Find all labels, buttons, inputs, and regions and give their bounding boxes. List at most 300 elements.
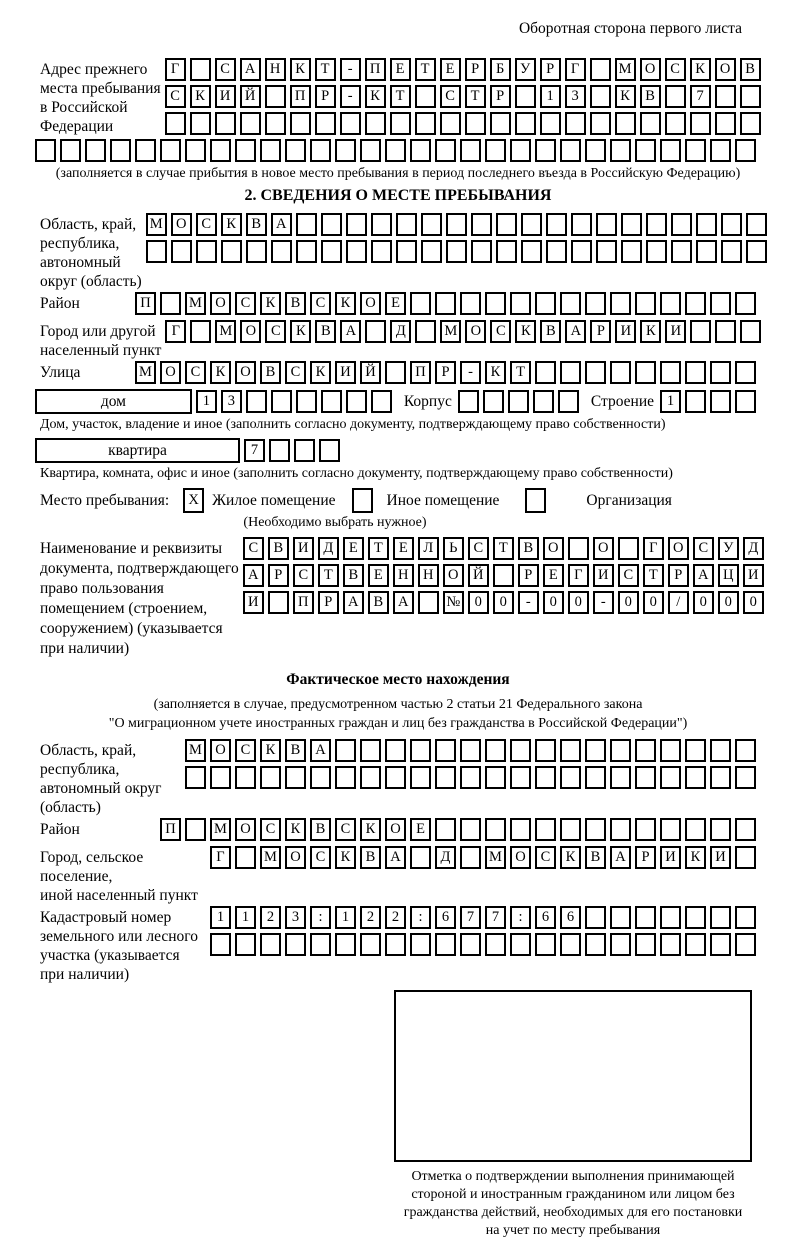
char-box[interactable] bbox=[210, 933, 231, 956]
char-box[interactable] bbox=[465, 112, 486, 135]
char-box[interactable] bbox=[660, 818, 681, 841]
char-box[interactable]: А bbox=[610, 846, 631, 869]
char-box[interactable] bbox=[621, 213, 642, 236]
char-box[interactable] bbox=[565, 112, 586, 135]
char-box[interactable]: Е bbox=[343, 537, 364, 560]
char-box[interactable] bbox=[496, 240, 517, 263]
char-box[interactable] bbox=[510, 818, 531, 841]
char-box[interactable]: С bbox=[285, 361, 306, 384]
char-box[interactable]: О bbox=[171, 213, 192, 236]
char-box[interactable] bbox=[435, 933, 456, 956]
char-box[interactable]: В bbox=[268, 537, 289, 560]
char-box[interactable] bbox=[515, 112, 536, 135]
char-box[interactable] bbox=[560, 739, 581, 762]
char-box[interactable] bbox=[319, 439, 340, 462]
char-box[interactable] bbox=[321, 213, 342, 236]
char-box[interactable] bbox=[635, 361, 656, 384]
char-box[interactable]: Р bbox=[635, 846, 656, 869]
char-box[interactable]: С bbox=[693, 537, 714, 560]
char-box[interactable] bbox=[410, 766, 431, 789]
char-box[interactable]: О bbox=[240, 320, 261, 343]
char-box[interactable] bbox=[435, 818, 456, 841]
char-box[interactable]: А bbox=[271, 213, 292, 236]
char-box[interactable] bbox=[635, 906, 656, 929]
char-box[interactable]: В bbox=[285, 739, 306, 762]
char-box[interactable] bbox=[660, 292, 681, 315]
char-box[interactable] bbox=[690, 320, 711, 343]
char-box[interactable]: 2 bbox=[360, 906, 381, 929]
char-box[interactable] bbox=[535, 139, 556, 162]
char-box[interactable] bbox=[571, 240, 592, 263]
char-box[interactable]: У bbox=[718, 537, 739, 560]
char-box[interactable]: А bbox=[310, 739, 331, 762]
char-box[interactable] bbox=[635, 292, 656, 315]
char-box[interactable] bbox=[740, 85, 761, 108]
char-box[interactable]: 0 bbox=[543, 591, 564, 614]
char-box[interactable] bbox=[735, 361, 756, 384]
char-box[interactable] bbox=[746, 213, 767, 236]
char-box[interactable]: В bbox=[285, 292, 306, 315]
char-box[interactable]: Е bbox=[390, 58, 411, 81]
char-box[interactable]: К bbox=[335, 292, 356, 315]
char-box[interactable] bbox=[185, 818, 206, 841]
char-box[interactable]: 7 bbox=[460, 906, 481, 929]
char-box[interactable]: С bbox=[165, 85, 186, 108]
char-box[interactable]: П bbox=[293, 591, 314, 614]
char-box[interactable] bbox=[590, 85, 611, 108]
char-box[interactable] bbox=[385, 361, 406, 384]
char-box[interactable] bbox=[460, 818, 481, 841]
char-box[interactable]: - bbox=[460, 361, 481, 384]
char-box[interactable] bbox=[610, 139, 631, 162]
char-box[interactable] bbox=[246, 390, 267, 413]
char-box[interactable]: : bbox=[310, 906, 331, 929]
char-box[interactable]: 1 bbox=[196, 390, 217, 413]
char-box[interactable] bbox=[410, 846, 431, 869]
char-box[interactable]: А bbox=[393, 591, 414, 614]
char-box[interactable]: И bbox=[293, 537, 314, 560]
char-box[interactable]: О bbox=[465, 320, 486, 343]
char-box[interactable] bbox=[721, 240, 742, 263]
char-box[interactable] bbox=[60, 139, 81, 162]
char-box[interactable] bbox=[85, 139, 106, 162]
char-box[interactable]: 0 bbox=[643, 591, 664, 614]
char-box[interactable] bbox=[735, 390, 756, 413]
char-box[interactable]: Р bbox=[540, 58, 561, 81]
char-box[interactable] bbox=[485, 933, 506, 956]
char-box[interactable]: С bbox=[618, 564, 639, 587]
char-box[interactable] bbox=[735, 739, 756, 762]
char-box[interactable] bbox=[246, 240, 267, 263]
char-box[interactable] bbox=[635, 139, 656, 162]
char-box[interactable] bbox=[560, 139, 581, 162]
char-box[interactable] bbox=[396, 213, 417, 236]
char-box[interactable] bbox=[285, 139, 306, 162]
char-box[interactable] bbox=[671, 240, 692, 263]
char-box[interactable] bbox=[710, 906, 731, 929]
char-box[interactable]: О bbox=[543, 537, 564, 560]
char-box[interactable] bbox=[710, 390, 731, 413]
char-box[interactable] bbox=[568, 537, 589, 560]
char-box[interactable]: Е bbox=[543, 564, 564, 587]
char-box[interactable]: - bbox=[340, 58, 361, 81]
char-box[interactable]: М bbox=[185, 292, 206, 315]
char-box[interactable] bbox=[585, 933, 606, 956]
char-box[interactable] bbox=[710, 766, 731, 789]
char-box[interactable]: : bbox=[410, 906, 431, 929]
char-box[interactable] bbox=[735, 846, 756, 869]
char-box[interactable]: О bbox=[715, 58, 736, 81]
char-box[interactable] bbox=[685, 361, 706, 384]
char-box[interactable]: Г bbox=[568, 564, 589, 587]
char-box[interactable] bbox=[418, 591, 439, 614]
char-box[interactable] bbox=[546, 240, 567, 263]
char-box[interactable] bbox=[371, 213, 392, 236]
char-box[interactable] bbox=[715, 112, 736, 135]
char-box[interactable] bbox=[560, 933, 581, 956]
char-box[interactable]: А bbox=[343, 591, 364, 614]
char-box[interactable] bbox=[410, 139, 431, 162]
char-box[interactable]: Р bbox=[490, 85, 511, 108]
char-box[interactable]: П bbox=[135, 292, 156, 315]
char-box[interactable]: А bbox=[243, 564, 264, 587]
char-box[interactable] bbox=[660, 906, 681, 929]
char-box[interactable]: В bbox=[246, 213, 267, 236]
char-box[interactable] bbox=[685, 390, 706, 413]
char-box[interactable]: С bbox=[243, 537, 264, 560]
char-box[interactable]: 0 bbox=[618, 591, 639, 614]
char-box[interactable] bbox=[310, 766, 331, 789]
char-box[interactable] bbox=[710, 739, 731, 762]
char-box[interactable]: С bbox=[335, 818, 356, 841]
char-box[interactable] bbox=[335, 139, 356, 162]
char-box[interactable]: Д bbox=[318, 537, 339, 560]
char-box[interactable]: В bbox=[343, 564, 364, 587]
char-box[interactable]: О bbox=[285, 846, 306, 869]
char-box[interactable]: Г bbox=[165, 58, 186, 81]
char-box[interactable] bbox=[296, 240, 317, 263]
char-box[interactable] bbox=[310, 933, 331, 956]
char-box[interactable]: Р bbox=[668, 564, 689, 587]
char-box[interactable]: К bbox=[560, 846, 581, 869]
char-box[interactable] bbox=[735, 292, 756, 315]
char-box[interactable]: К bbox=[285, 818, 306, 841]
char-box[interactable] bbox=[721, 213, 742, 236]
char-box[interactable] bbox=[685, 766, 706, 789]
char-box[interactable] bbox=[360, 766, 381, 789]
char-box[interactable] bbox=[735, 766, 756, 789]
char-box[interactable]: О bbox=[668, 537, 689, 560]
char-box[interactable] bbox=[610, 361, 631, 384]
char-box[interactable]: Б bbox=[490, 58, 511, 81]
char-box[interactable] bbox=[385, 739, 406, 762]
char-box[interactable]: О bbox=[593, 537, 614, 560]
char-box[interactable]: М bbox=[210, 818, 231, 841]
char-box[interactable] bbox=[460, 292, 481, 315]
char-box[interactable] bbox=[310, 139, 331, 162]
char-box[interactable] bbox=[460, 139, 481, 162]
char-box[interactable] bbox=[740, 112, 761, 135]
char-box[interactable] bbox=[585, 766, 606, 789]
char-box[interactable] bbox=[485, 292, 506, 315]
char-box[interactable] bbox=[618, 537, 639, 560]
char-box[interactable] bbox=[715, 85, 736, 108]
char-box[interactable]: 1 bbox=[210, 906, 231, 929]
char-box[interactable] bbox=[696, 240, 717, 263]
char-box[interactable] bbox=[365, 112, 386, 135]
char-box[interactable]: Е bbox=[410, 818, 431, 841]
char-box[interactable] bbox=[440, 112, 461, 135]
char-box[interactable] bbox=[221, 240, 242, 263]
char-box[interactable] bbox=[446, 213, 467, 236]
char-box[interactable] bbox=[646, 213, 667, 236]
char-box[interactable]: Л bbox=[418, 537, 439, 560]
char-box[interactable] bbox=[621, 240, 642, 263]
char-box[interactable] bbox=[690, 112, 711, 135]
char-box[interactable]: В bbox=[315, 320, 336, 343]
char-box[interactable] bbox=[535, 818, 556, 841]
char-box[interactable]: И bbox=[743, 564, 764, 587]
char-box[interactable] bbox=[660, 739, 681, 762]
char-box[interactable]: А bbox=[340, 320, 361, 343]
char-box[interactable]: Т bbox=[315, 58, 336, 81]
char-box[interactable]: В bbox=[640, 85, 661, 108]
char-box[interactable]: И bbox=[660, 846, 681, 869]
char-box[interactable] bbox=[735, 818, 756, 841]
char-box[interactable]: К bbox=[485, 361, 506, 384]
char-box[interactable] bbox=[610, 933, 631, 956]
char-box[interactable] bbox=[360, 739, 381, 762]
char-box[interactable] bbox=[710, 292, 731, 315]
char-box[interactable] bbox=[335, 933, 356, 956]
char-box[interactable] bbox=[735, 906, 756, 929]
char-box[interactable]: К bbox=[515, 320, 536, 343]
char-box[interactable]: К bbox=[190, 85, 211, 108]
char-box[interactable]: 6 bbox=[435, 906, 456, 929]
char-box[interactable] bbox=[260, 933, 281, 956]
char-box[interactable]: 0 bbox=[493, 591, 514, 614]
char-box[interactable] bbox=[483, 390, 504, 413]
char-box[interactable] bbox=[294, 439, 315, 462]
char-box[interactable] bbox=[360, 139, 381, 162]
char-box[interactable] bbox=[535, 361, 556, 384]
char-box[interactable] bbox=[746, 240, 767, 263]
char-box[interactable] bbox=[660, 139, 681, 162]
char-box[interactable] bbox=[385, 766, 406, 789]
char-box[interactable]: К bbox=[335, 846, 356, 869]
char-box[interactable]: Р bbox=[465, 58, 486, 81]
char-box[interactable] bbox=[615, 112, 636, 135]
char-box[interactable]: В bbox=[585, 846, 606, 869]
char-box[interactable] bbox=[560, 292, 581, 315]
char-box[interactable] bbox=[685, 933, 706, 956]
char-box[interactable]: К bbox=[690, 58, 711, 81]
char-box[interactable] bbox=[540, 112, 561, 135]
char-box[interactable] bbox=[493, 564, 514, 587]
char-box[interactable] bbox=[385, 139, 406, 162]
char-box[interactable] bbox=[571, 213, 592, 236]
char-box[interactable]: С bbox=[468, 537, 489, 560]
char-box[interactable] bbox=[271, 390, 292, 413]
char-box[interactable] bbox=[610, 906, 631, 929]
char-box[interactable]: С bbox=[185, 361, 206, 384]
char-box[interactable] bbox=[435, 292, 456, 315]
char-box[interactable]: П bbox=[290, 85, 311, 108]
char-box[interactable] bbox=[685, 139, 706, 162]
char-box[interactable] bbox=[490, 112, 511, 135]
char-box[interactable]: Д bbox=[743, 537, 764, 560]
char-box[interactable]: Д bbox=[435, 846, 456, 869]
char-box[interactable] bbox=[515, 85, 536, 108]
char-box[interactable]: О bbox=[510, 846, 531, 869]
char-box[interactable] bbox=[160, 139, 181, 162]
char-box[interactable]: В bbox=[310, 818, 331, 841]
char-box[interactable]: С bbox=[265, 320, 286, 343]
char-box[interactable]: Т bbox=[368, 537, 389, 560]
char-box[interactable]: С bbox=[310, 292, 331, 315]
char-box[interactable] bbox=[535, 292, 556, 315]
char-box[interactable]: О bbox=[443, 564, 464, 587]
char-box[interactable] bbox=[321, 390, 342, 413]
char-box[interactable] bbox=[235, 766, 256, 789]
char-box[interactable]: Т bbox=[465, 85, 486, 108]
char-box[interactable]: И bbox=[215, 85, 236, 108]
char-box[interactable]: - bbox=[340, 85, 361, 108]
organization-checkbox[interactable] bbox=[525, 488, 546, 513]
char-box[interactable]: 1 bbox=[235, 906, 256, 929]
char-box[interactable]: В bbox=[260, 361, 281, 384]
char-box[interactable] bbox=[660, 766, 681, 789]
char-box[interactable] bbox=[665, 112, 686, 135]
char-box[interactable]: О bbox=[235, 818, 256, 841]
char-box[interactable] bbox=[215, 112, 236, 135]
char-box[interactable] bbox=[415, 112, 436, 135]
char-box[interactable]: 2 bbox=[385, 906, 406, 929]
char-box[interactable] bbox=[665, 85, 686, 108]
char-box[interactable] bbox=[585, 139, 606, 162]
char-box[interactable] bbox=[740, 320, 761, 343]
char-box[interactable] bbox=[446, 240, 467, 263]
char-box[interactable] bbox=[265, 85, 286, 108]
char-box[interactable]: Т bbox=[318, 564, 339, 587]
char-box[interactable]: Е bbox=[385, 292, 406, 315]
char-box[interactable]: 2 bbox=[260, 906, 281, 929]
char-box[interactable]: 0 bbox=[568, 591, 589, 614]
char-box[interactable] bbox=[635, 739, 656, 762]
char-box[interactable] bbox=[415, 320, 436, 343]
char-box[interactable] bbox=[415, 85, 436, 108]
char-box[interactable]: И bbox=[593, 564, 614, 587]
char-box[interactable] bbox=[460, 846, 481, 869]
char-box[interactable] bbox=[265, 112, 286, 135]
char-box[interactable] bbox=[185, 766, 206, 789]
char-box[interactable] bbox=[171, 240, 192, 263]
char-box[interactable] bbox=[410, 739, 431, 762]
char-box[interactable] bbox=[685, 292, 706, 315]
char-box[interactable]: № bbox=[443, 591, 464, 614]
char-box[interactable]: Т bbox=[415, 58, 436, 81]
char-box[interactable] bbox=[585, 739, 606, 762]
char-box[interactable] bbox=[560, 766, 581, 789]
char-box[interactable]: 0 bbox=[693, 591, 714, 614]
char-box[interactable] bbox=[185, 139, 206, 162]
char-box[interactable] bbox=[710, 139, 731, 162]
char-box[interactable] bbox=[235, 933, 256, 956]
char-box[interactable]: В bbox=[740, 58, 761, 81]
char-box[interactable]: М bbox=[215, 320, 236, 343]
char-box[interactable] bbox=[590, 112, 611, 135]
char-box[interactable] bbox=[365, 320, 386, 343]
char-box[interactable] bbox=[560, 361, 581, 384]
char-box[interactable]: К bbox=[365, 85, 386, 108]
char-box[interactable] bbox=[735, 933, 756, 956]
char-box[interactable]: О bbox=[360, 292, 381, 315]
char-box[interactable]: С bbox=[235, 292, 256, 315]
char-box[interactable] bbox=[596, 213, 617, 236]
char-box[interactable] bbox=[335, 739, 356, 762]
char-box[interactable]: А bbox=[385, 846, 406, 869]
char-box[interactable]: Е bbox=[440, 58, 461, 81]
char-box[interactable]: С bbox=[215, 58, 236, 81]
char-box[interactable]: И bbox=[335, 361, 356, 384]
char-box[interactable] bbox=[590, 58, 611, 81]
char-box[interactable]: - bbox=[593, 591, 614, 614]
char-box[interactable] bbox=[640, 112, 661, 135]
char-box[interactable]: Р bbox=[435, 361, 456, 384]
char-box[interactable] bbox=[260, 766, 281, 789]
char-box[interactable] bbox=[346, 390, 367, 413]
char-box[interactable] bbox=[710, 933, 731, 956]
char-box[interactable]: В bbox=[360, 846, 381, 869]
char-box[interactable]: И bbox=[665, 320, 686, 343]
char-box[interactable]: 0 bbox=[468, 591, 489, 614]
char-box[interactable] bbox=[235, 139, 256, 162]
char-box[interactable] bbox=[685, 739, 706, 762]
char-box[interactable]: М bbox=[485, 846, 506, 869]
char-box[interactable] bbox=[435, 739, 456, 762]
char-box[interactable] bbox=[385, 933, 406, 956]
char-box[interactable] bbox=[296, 213, 317, 236]
char-box[interactable]: - bbox=[518, 591, 539, 614]
char-box[interactable] bbox=[510, 933, 531, 956]
char-box[interactable] bbox=[146, 240, 167, 263]
char-box[interactable] bbox=[485, 139, 506, 162]
char-box[interactable] bbox=[533, 390, 554, 413]
other-premises-checkbox[interactable] bbox=[352, 488, 373, 513]
char-box[interactable]: 6 bbox=[535, 906, 556, 929]
char-box[interactable] bbox=[596, 240, 617, 263]
char-box[interactable]: 0 bbox=[743, 591, 764, 614]
char-box[interactable]: К bbox=[260, 292, 281, 315]
char-box[interactable]: Й bbox=[468, 564, 489, 587]
char-box[interactable] bbox=[585, 292, 606, 315]
char-box[interactable] bbox=[510, 139, 531, 162]
char-box[interactable] bbox=[710, 361, 731, 384]
char-box[interactable]: 7 bbox=[485, 906, 506, 929]
char-box[interactable]: Е bbox=[368, 564, 389, 587]
char-box[interactable]: О bbox=[640, 58, 661, 81]
char-box[interactable] bbox=[435, 139, 456, 162]
char-box[interactable] bbox=[371, 240, 392, 263]
char-box[interactable] bbox=[610, 292, 631, 315]
char-box[interactable]: О bbox=[210, 739, 231, 762]
char-box[interactable] bbox=[560, 818, 581, 841]
char-box[interactable]: О bbox=[235, 361, 256, 384]
char-box[interactable] bbox=[521, 240, 542, 263]
char-box[interactable]: Й bbox=[360, 361, 381, 384]
char-box[interactable] bbox=[610, 739, 631, 762]
char-box[interactable]: А bbox=[240, 58, 261, 81]
